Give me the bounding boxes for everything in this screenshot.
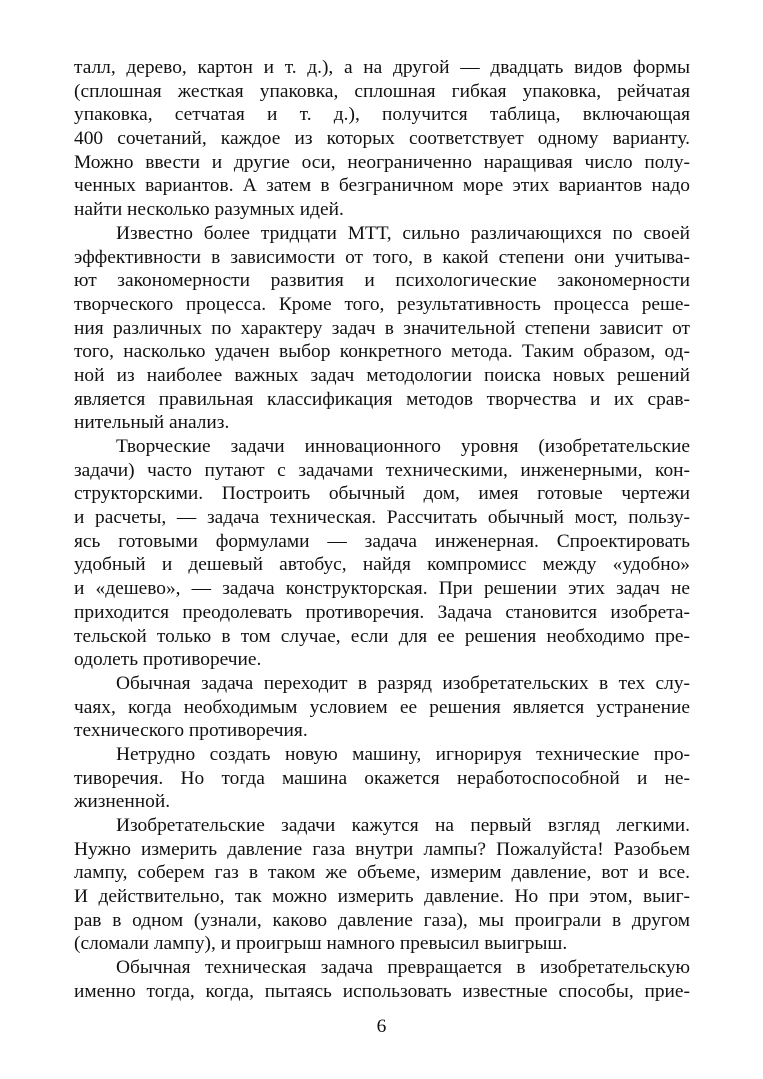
paragraph xyxy=(74,222,690,435)
text-line: и расчеты, — задача техническая. Рассчитать обычный мост, пользу- xyxy=(74,507,690,529)
text-line: ния различных по характеру задач в значительной степени зависит от xyxy=(74,317,690,339)
paragraph xyxy=(74,956,690,1003)
text-line: (сломали лампу), и проигрыш намного превысил выигрыш. xyxy=(74,933,568,955)
text-line: Обычная задача переходит в разряд изобретательских в тех слу- xyxy=(116,672,690,694)
text-line: удобный и дешевый автобус, найдя компромисс между «удобно» xyxy=(74,554,690,576)
text-line: чаях, когда необходимым условием ее решения является устранение xyxy=(74,696,690,718)
paragraph xyxy=(74,435,690,672)
paragraph xyxy=(74,672,690,743)
text-line: талл, дерево, картон и т. д.), а на другой — двадцать видов формы xyxy=(74,57,690,78)
text-line: И действительно, так можно измерить давление. Но при этом, выиг- xyxy=(74,886,690,908)
text-line: Нужно измерить давление газа внутри лампы? Пожалуйста! Разобьем xyxy=(74,838,690,860)
text-line: Обычная техническая задача превращается в изобретательскую xyxy=(116,957,690,979)
text-line: Нетрудно создать новую машину, игнорируя технические про- xyxy=(116,743,690,765)
text-line: ной из наиболее важных задач методологии поиска новых решений xyxy=(74,364,690,386)
text-line: творческого процесса. Кроме того, результативность процесса реше- xyxy=(74,293,690,315)
text-line: Можно ввести и другие оси, неограниченно наращивая число полу- xyxy=(74,151,690,173)
text-line: того, насколько удачен выбор конкретного метода. Таким образом, од- xyxy=(74,341,690,363)
text-line: найти несколько разумных идей. xyxy=(74,199,344,221)
paragraph xyxy=(74,743,690,814)
text-line: 400 сочетаний, каждое из которых соответствует одному варианту. xyxy=(74,128,690,150)
text-line: тиворечия. Но тогда машина окажется неработоспособной и не- xyxy=(74,767,690,789)
text-line: упаковка, сетчатая и т. д.), получится таблица, включающая xyxy=(74,104,690,126)
text-line: технического противоречия. xyxy=(74,720,308,742)
text-line: ясь готовыми формулами — задача инженерная. Спроектировать xyxy=(74,530,690,552)
text-line: Творческие задачи инновационного уровня (изобретательские xyxy=(116,436,690,457)
page-number: 6 xyxy=(376,1016,387,1037)
text-line: задачи) часто путают с задачами техническими, инженерными, кон- xyxy=(74,459,690,481)
paragraph xyxy=(74,56,690,222)
text-line: тельской только в том случае, если для ее решения необходимо пре- xyxy=(74,625,690,647)
text-line: одолеть противоречие. xyxy=(74,649,262,671)
text-line: ют закономерности развития и психологические закономерности xyxy=(74,270,690,292)
text-line: Изобретательские задачи кажутся на первый взгляд легкими. xyxy=(116,815,690,836)
page-body xyxy=(74,56,690,1004)
text-line: именно тогда, когда, пытаясь использовать известные способы, прие- xyxy=(74,980,690,1002)
text-line: лампу, соберем газ в таком же объеме, измерим давление, вот и все. xyxy=(74,862,690,884)
text-line: Известно более тридцати МТТ, сильно различающихся по своей xyxy=(116,222,690,244)
text-line: приходится преодолевать противоречия. Задача становится изобрета- xyxy=(74,601,690,623)
text-line: рав в одном (узнали, каково давление газа), мы проиграли в другом xyxy=(74,909,690,931)
text-line: (сплошная жесткая упаковка, сплошная гибкая упаковка, рейчатая xyxy=(74,80,690,102)
text-line: структорскими. Построить обычный дом, имея готовые чертежи xyxy=(74,483,690,505)
text-line: ченных вариантов. А затем в безграничном море этих вариантов надо xyxy=(74,175,690,197)
text-line: и «дешево», — задача конструкторская. При решении этих задач не xyxy=(74,578,690,600)
text-line: является правильная классификация методов творчества и их срав- xyxy=(74,388,690,410)
text-line: нительный анализ. xyxy=(74,412,230,434)
paragraph xyxy=(74,814,690,956)
text-line: жизненной. xyxy=(74,791,171,813)
text-line: эффективности в зависимости от того, в какой степени они учитыва- xyxy=(74,246,690,268)
